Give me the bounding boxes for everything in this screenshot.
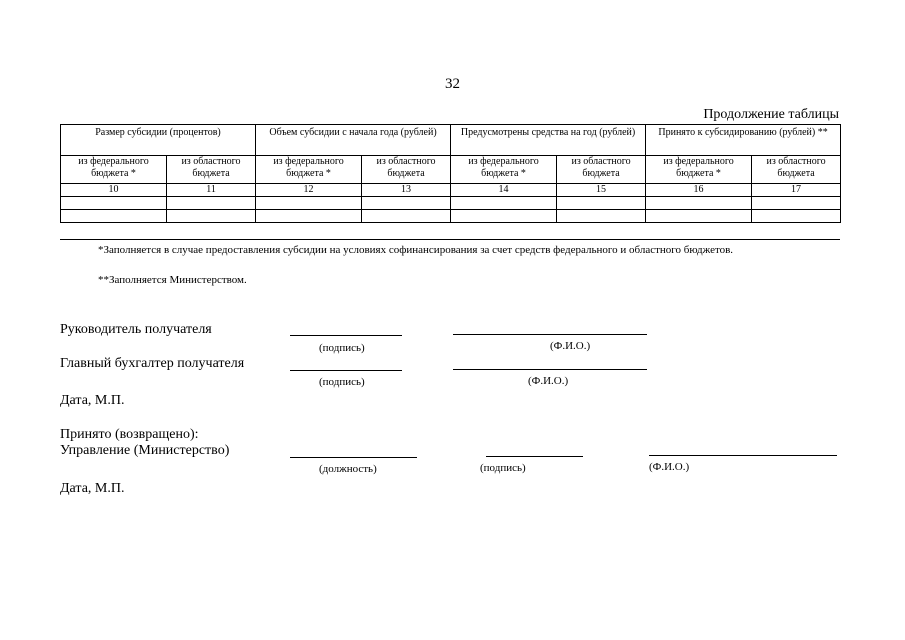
continuation-label: Продолжение таблицы xyxy=(703,107,839,122)
page-number: 32 xyxy=(445,76,460,92)
table-cell xyxy=(752,210,841,223)
head-signature-caption: (подпись) xyxy=(319,342,365,354)
table-cell xyxy=(646,210,752,223)
department-signature-caption: (подпись) xyxy=(480,462,526,474)
subheader-cell: из федерального бюджета * xyxy=(256,156,362,184)
table-cell xyxy=(362,210,451,223)
column-number: 17 xyxy=(752,184,841,197)
footnote-federal: *Заполняется в случае предоставления субсидии на условиях софинансирования за счет средств федерального и областного бюджетов. xyxy=(98,244,734,256)
table-cell xyxy=(557,197,646,210)
head-label: Руководитель получателя xyxy=(60,322,212,337)
accountant-name-line xyxy=(453,369,647,370)
table-cell xyxy=(256,210,362,223)
group-header-subsidy-percent: Размер субсидии (процентов) xyxy=(61,125,256,156)
department-name-caption: (Ф.И.О.) xyxy=(649,461,690,473)
column-number-row xyxy=(61,184,841,197)
department-position-caption: (должность) xyxy=(319,463,377,475)
footnote-ministry: **Заполняется Министерством. xyxy=(98,274,247,286)
group-header-row xyxy=(61,125,841,156)
column-number: 16 xyxy=(646,184,752,197)
subheader-cell: из областного бюджета xyxy=(752,156,841,184)
column-number: 12 xyxy=(256,184,362,197)
column-number: 11 xyxy=(167,184,256,197)
table-cell xyxy=(167,197,256,210)
table-cell xyxy=(557,210,646,223)
table-cell xyxy=(451,197,557,210)
table-cell xyxy=(167,210,256,223)
table-cell xyxy=(61,197,167,210)
head-name-line xyxy=(453,334,647,335)
department-label: Управление (Министерство) xyxy=(60,443,230,458)
table-cell xyxy=(362,197,451,210)
table-row xyxy=(61,197,841,210)
subheader-cell: из областного бюджета xyxy=(557,156,646,184)
subheader-cell: из федерального бюджета * xyxy=(451,156,557,184)
table-cell xyxy=(646,197,752,210)
department-signature-line xyxy=(486,456,583,457)
column-number: 14 xyxy=(451,184,557,197)
group-header-planned-funds: Предусмотрены средства на год (рублей) xyxy=(451,125,646,156)
table-cell xyxy=(451,210,557,223)
subheader-row xyxy=(61,156,841,184)
accountant-signature-line xyxy=(290,370,402,371)
date-label-first: Дата, М.П. xyxy=(60,393,125,408)
table-cell xyxy=(752,197,841,210)
table-cell xyxy=(61,210,167,223)
table-cell xyxy=(256,197,362,210)
footnote-divider xyxy=(60,239,840,240)
department-position-line xyxy=(290,457,417,458)
subheader-cell: из федерального бюджета * xyxy=(61,156,167,184)
accountant-name-caption: (Ф.И.О.) xyxy=(528,375,569,387)
accepted-label: Принято (возвращено): xyxy=(60,427,199,442)
department-name-line xyxy=(649,455,837,456)
date-label-second: Дата, М.П. xyxy=(60,481,125,496)
subheader-cell: из областного бюджета xyxy=(167,156,256,184)
subheader-cell: из областного бюджета xyxy=(362,156,451,184)
chief-accountant-label: Главный бухгалтер получателя xyxy=(60,356,245,371)
table-row xyxy=(61,210,841,223)
group-header-subsidy-volume: Объем субсидии с начала года (рублей) xyxy=(256,125,451,156)
accountant-signature-caption: (подпись) xyxy=(319,376,365,388)
subsidy-table xyxy=(60,124,841,223)
column-number: 15 xyxy=(557,184,646,197)
head-signature-line xyxy=(290,335,402,336)
group-header-accepted: Принято к субсидированию (рублей) ** xyxy=(646,125,841,156)
column-number: 13 xyxy=(362,184,451,197)
subheader-cell: из федерального бюджета * xyxy=(646,156,752,184)
head-name-caption: (Ф.И.О.) xyxy=(550,340,591,352)
column-number: 10 xyxy=(61,184,167,197)
